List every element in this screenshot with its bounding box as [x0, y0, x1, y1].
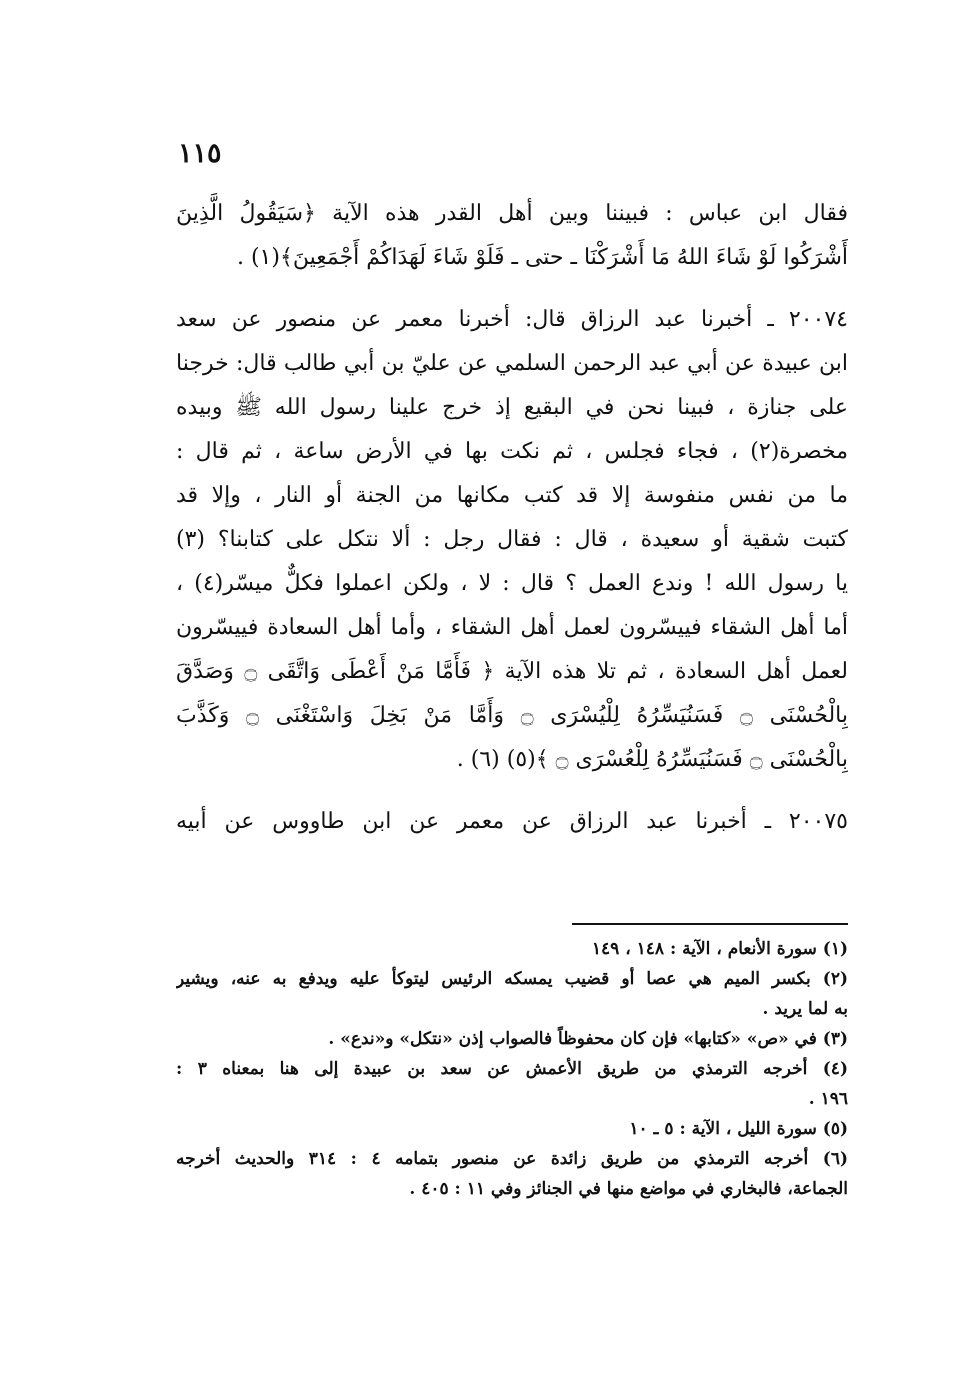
footnote-line: (٣) في «ص» «كتابها» فإن كان محفوظاً فالصواب إذن «نتكل» و«ندع» .: [328, 1029, 848, 1049]
footnote-4: [176, 1054, 848, 1114]
footnote-line: الجماعة، فالبخاري في مواضع منها في الجنائز وفي ١١ : ٤٠٥ .: [409, 1179, 848, 1199]
text-line: كتبت شقية أو سعيدة ، قال : فقال رجل : ألا نتكل على كتابنا؟ (٣): [176, 527, 848, 552]
text-line: مخصرة(٢) ، فجاء فجلس ، ثم نكت بها في الأرض ساعة ، ثم قال :: [176, 439, 848, 464]
footnote-line: (٦) أخرجه الترمذي من طريق زائدة عن منصور بتمامه ٤ : ٣١٤ والحديث أخرجه: [176, 1149, 848, 1169]
text-line: أما أهل الشقاء فييسّرون لعمل أهل الشقاء ، وأما أهل السعادة فييسّرون: [176, 615, 848, 640]
footnote-separator: [572, 923, 848, 925]
text-line: بِالْحُسْنَى ۝ فَسَنُيَسِّرُهُ لِلْعُسْرَى ۝ ﴾(٥) (٦) .: [456, 747, 848, 772]
text-line: لعمل أهل السعادة ، ثم تلا هذه الآية ﴿ فَأَمَّا مَنْ أَعْطَى وَاتَّقَى ۝ وَصَدَّقَ: [176, 659, 848, 684]
text-line: ما من نفس منفوسة إلا قد كتب مكانها من الجنة أو النار ، وإلا قد: [176, 483, 848, 508]
text-line: على جنازة ، فبينا نحن في البقيع إذ خرج علينا رسول الله ﷺ وبيده: [176, 395, 848, 420]
page-number: ١١٥: [178, 138, 222, 169]
text-line: ابن عبيدة عن أبي عبد الرحمن السلمي عن عليّ بن أبي طالب قال: خرجنا: [176, 351, 848, 376]
footnote-6: [176, 1144, 848, 1204]
footnote-1: [176, 934, 848, 964]
footnote-line: (٢) بكسر الميم هي عصا أو قضيب يمسكه الرئيس ليتوكأ عليه ويدفع به عنه، ويشير: [176, 969, 848, 989]
text-line: فقال ابن عباس : فبيننا وبين أهل القدر هذه الآية ﴿سَيَقُولُ الَّذِينَ: [176, 201, 848, 226]
footnote-5: [176, 1114, 848, 1144]
footnote-line: (١) سورة الأنعام ، الآية : ١٤٨ ، ١٤٩: [591, 939, 848, 959]
paragraph-hadith-20075: [176, 800, 848, 844]
text-line: أَشْرَكُوا لَوْ شَاءَ اللهُ مَا أَشْرَكْنَا ـ حتى ـ فَلَوْ شَاءَ لَهَدَاكُمْ أَجْمَعِينَ﴾(١) .: [236, 245, 848, 270]
footnote-2: [176, 964, 848, 1024]
paragraph-hadith-20074: [176, 298, 848, 782]
paragraph: [176, 192, 848, 280]
footnote-line: (٤) أخرجه الترمذي من طريق الأعمش عن سعد بن عبيدة إلى هنا بمعناه ٣ :: [176, 1059, 848, 1079]
footnote-line: (٥) سورة الليل ، الآية : ٥ ـ ١٠: [629, 1119, 848, 1139]
footnote-line: به لما يريد .: [762, 999, 848, 1019]
text-line: يا رسول الله ! وندع العمل ؟ قال : لا ، ولكن اعملوا فكلٌّ ميسّر(٤) ،: [176, 571, 848, 596]
footnote-line: ١٩٦ .: [808, 1089, 848, 1109]
main-text: [176, 192, 848, 862]
text-line: ٢٠٠٧٤ ـ أخبرنا عبد الرزاق قال: أخبرنا معمر عن منصور عن سعد: [176, 307, 848, 332]
text-line: ٢٠٠٧٥ ـ أخبرنا عبد الرزاق عن معمر عن ابن طاووس عن أبيه: [176, 809, 848, 834]
footnote-3: [176, 1024, 848, 1054]
footnotes: [176, 934, 848, 1204]
text-line: بِالْحُسْنَى ۝ فَسَنُيَسِّرُهُ لِلْيُسْرَى ۝ وَأَمَّا مَنْ بَخِلَ وَاسْتَغْنَى ۝ وَكَذَّبَ: [176, 703, 848, 728]
